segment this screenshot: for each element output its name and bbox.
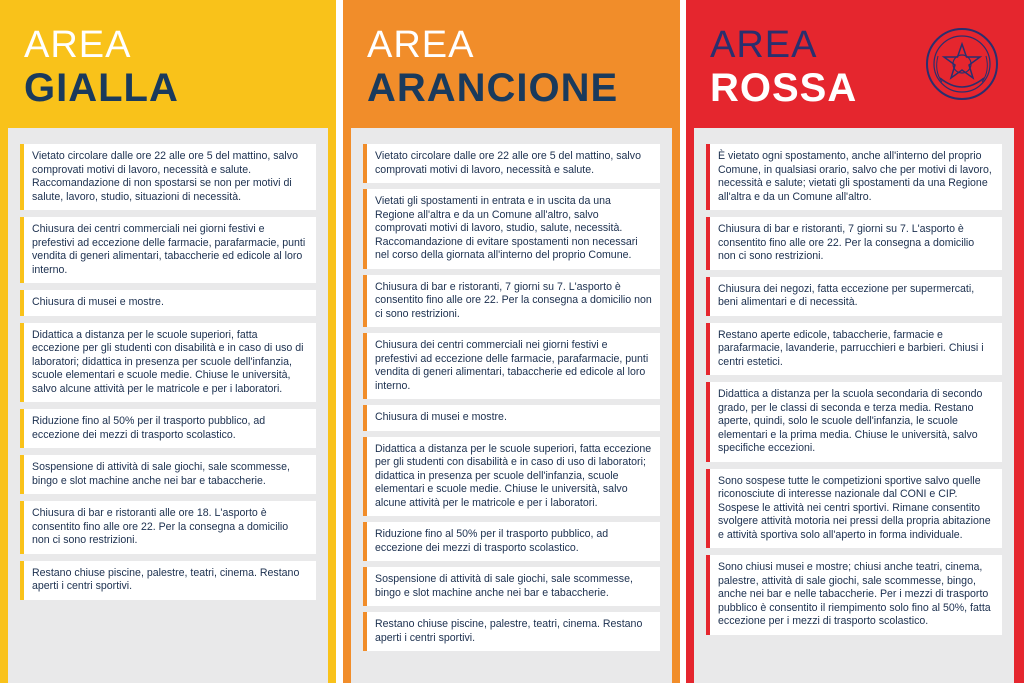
rule-item: Chiusura dei centri commerciali nei giorni festivi e prefestivi ad eccezione delle farmacie, parafarmacie, punti vendita di generi alimentari, tabaccherie ed edicole al loro interno. bbox=[363, 333, 660, 399]
rule-item: Chiusura dei centri commerciali nei giorni festivi e prefestivi ad eccezione delle farmacie, parafarmacie, punti vendita di generi alimentari, tabaccherie ed edicole al loro interno. bbox=[20, 217, 316, 283]
rule-item: Riduzione fino al 50% per il trasporto pubblico, ad eccezione dei mezzi di trasporto scolastico. bbox=[20, 409, 316, 448]
panel-area-rossa bbox=[686, 0, 1024, 683]
rule-item: Sospensione di attività di sale giochi, sale scommesse, bingo e slot machine anche nei bar e tabaccherie. bbox=[363, 567, 660, 606]
area-label: AREA bbox=[24, 24, 132, 66]
rules-list bbox=[694, 128, 1014, 683]
panel-area-arancione bbox=[343, 0, 680, 683]
panel-area-gialla bbox=[0, 0, 336, 683]
rules-list bbox=[351, 128, 672, 683]
rule-item: Sono chiusi musei e mostre; chiusi anche teatri, cinema, palestre, attività di sale giochi, sale scommesse, bingo, anche nei bar e nelle tabaccherie. Per i mezzi di trasporto pubblico è consentito il riempimento solo fino al 50%, fatta eccezione per i mezzi di trasporto scolastico. bbox=[706, 555, 1002, 635]
rule-item: Chiusura di musei e mostre. bbox=[363, 405, 660, 431]
area-label: AREA bbox=[367, 24, 475, 66]
rule-item: Chiusura dei negozi, fatta eccezione per supermercati, beni alimentari e di necessità. bbox=[706, 277, 1002, 316]
rule-item: Vietati gli spostamenti in entrata e in uscita da una Regione all'altra e da un Comune all'altro, salvo comprovati motivi di lavoro, studio, salute, necessità. Raccomandazione di evitare spostamenti non necessari nel corso della giornata all'interno del proprio Comune. bbox=[363, 189, 660, 269]
italian-republic-emblem-icon bbox=[924, 26, 1000, 102]
rule-item: Vietato circolare dalle ore 22 alle ore 5 del mattino, salvo comprovati motivi di lavoro, necessità e salute. Raccomandazione di non spostarsi se non per motivi di salute, lavoro, studio, situazioni di necessità. bbox=[20, 144, 316, 210]
panel-title bbox=[710, 26, 857, 108]
rule-item: Chiusura di bar e ristoranti, 7 giorni su 7. L'asporto è consentito fino alle ore 22. Per la consegna a domicilio non ci sono restrizioni. bbox=[363, 275, 660, 328]
panel-title bbox=[367, 26, 618, 108]
rule-item: Restano chiuse piscine, palestre, teatri, cinema. Restano aperti i centri sportivi. bbox=[363, 612, 660, 651]
rule-item: Restano aperte edicole, tabaccherie, farmacie e parafarmacie, lavanderie, parrucchieri e barbieri. Chiusi i centri estetici. bbox=[706, 323, 1002, 376]
area-label: AREA bbox=[710, 24, 818, 66]
rule-item: Chiusura di bar e ristoranti, 7 giorni su 7. L'asporto è consentito fino alle ore 22. Per la consegna a domicilio non ci sono restrizioni. bbox=[706, 217, 1002, 270]
rule-item: Riduzione fino al 50% per il trasporto pubblico, ad eccezione dei mezzi di trasporto scolastico. bbox=[363, 522, 660, 561]
rules-list bbox=[8, 128, 328, 683]
area-name: ROSSA bbox=[710, 66, 858, 110]
rule-item: Chiusura di musei e mostre. bbox=[20, 290, 316, 316]
rule-item: Chiusura di bar e ristoranti alle ore 18. L'asporto è consentito fino alle ore 22. Per la consegna a domicilio non ci sono restrizioni. bbox=[20, 501, 316, 554]
rule-item: Sospensione di attività di sale giochi, sale scommesse, bingo e slot machine anche nei bar e tabaccherie. bbox=[20, 455, 316, 494]
area-name: GIALLA bbox=[24, 66, 179, 110]
rule-item: Sono sospese tutte le competizioni sportive salvo quelle riconosciute di interesse nazionale dal CONI e CIP. Sospese le attività nei centri sportivi. Rimane consentito svolgere attività motoria nei pressi della propria abitazione e attività sportiva solo all'aperto in forma individuale. bbox=[706, 469, 1002, 549]
rule-item: È vietato ogni spostamento, anche all'interno del proprio Comune, in qualsiasi orario, salvo che per motivi di lavoro, necessità e salute; vietati gli spostamenti da una Regione all'altra e da un Comune all'altro. bbox=[706, 144, 1002, 210]
rule-item: Vietato circolare dalle ore 22 alle ore 5 del mattino, salvo comprovati motivi di lavoro, necessità e salute. bbox=[363, 144, 660, 183]
rule-item: Restano chiuse piscine, palestre, teatri, cinema. Restano aperti i centri sportivi. bbox=[20, 561, 316, 600]
rule-item: Didattica a distanza per la scuola secondaria di secondo grado, per le classi di seconda e terza media. Restano aperte, quindi, solo le scuole dell'infanzia, le scuole elementari e la prima media. Chiuse le università, salvo specifiche eccezioni. bbox=[706, 382, 1002, 462]
panel-title bbox=[24, 26, 179, 108]
rule-item: Didattica a distanza per le scuole superiori, fatta eccezione per gli studenti con disabilità e in caso di uso di laboratori; didattica in presenza per scuole dell'infanzia, scuole elementari e scuole medie. Chiuse le università, salvo alcune attività per le matricole e per i laboratori. bbox=[363, 437, 660, 517]
rule-item: Didattica a distanza per le scuole superiori, fatta eccezione per gli studenti con disabilità e in caso di uso di laboratori; didattica in presenza per scuole dell'infanzia, scuole elementari e scuole medie. Chiuse le università, salvo alcune attività per le matricole e per i laboratori. bbox=[20, 323, 316, 403]
area-name: ARANCIONE bbox=[367, 66, 619, 110]
